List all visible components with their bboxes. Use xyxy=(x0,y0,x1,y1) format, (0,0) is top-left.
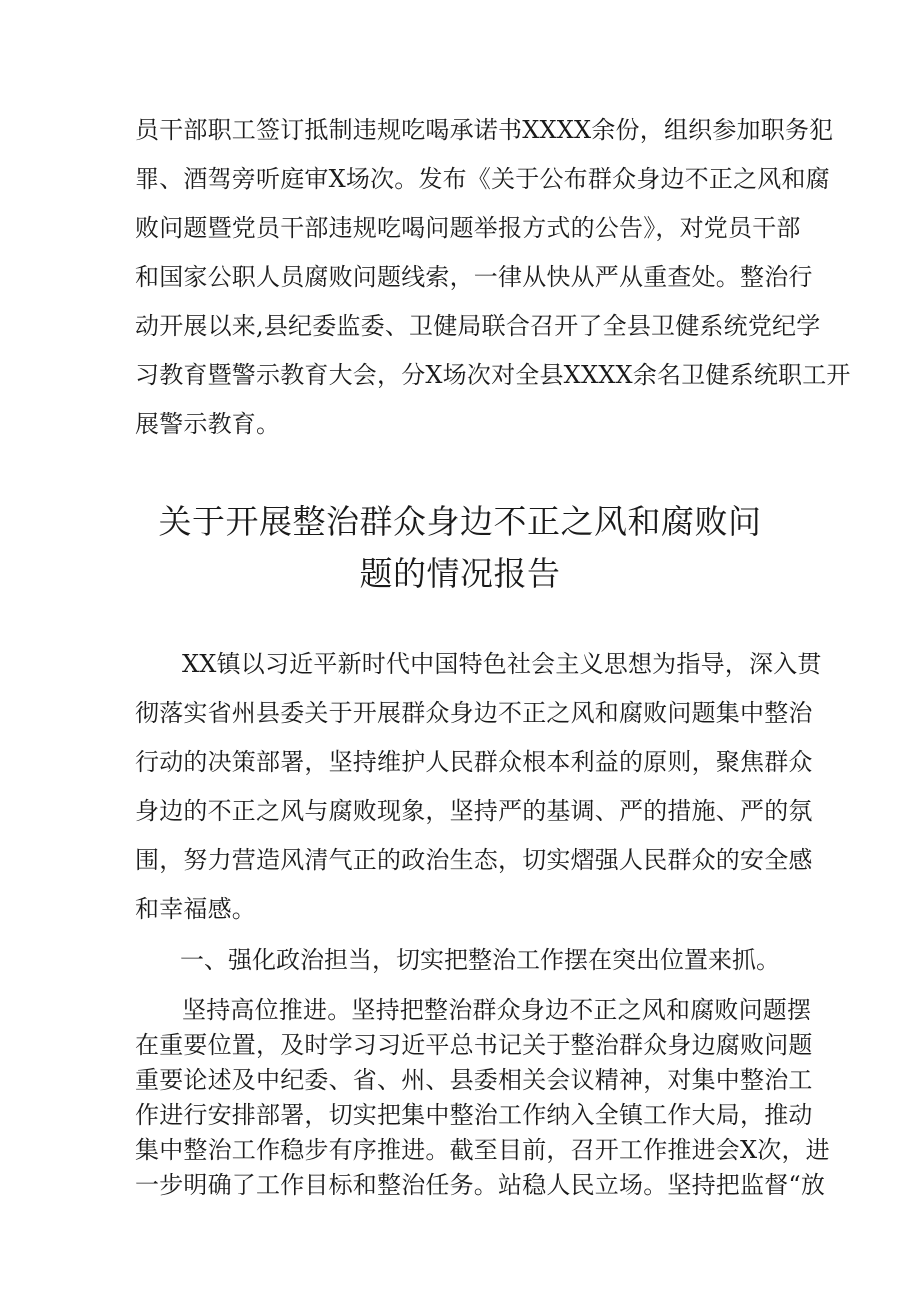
title-line: 关于开展整治群众身边不正之风和腐败问 xyxy=(158,502,762,541)
paragraph-line: 围，努力营造风清气正的政治生态，切实熠强人民群众的安全感 xyxy=(135,846,813,874)
paragraph-line: 在重要位置，及时学习习近平总书记关于整治群众身边腐败问题 xyxy=(135,1031,813,1059)
paragraph-line: 一步明确了工作目标和整治任务。站稳人民立场。坚持把监督“放 xyxy=(135,1171,826,1199)
paragraph-line: 重要论述及中纪委、省、州、县委相关会议精神，对集中整治工 xyxy=(135,1066,813,1094)
paragraph-line: 身边的不正之风与腐败现象，坚持严的基调、严的措施、严的氛 xyxy=(135,797,813,825)
section-heading: 一、强化政治担当，切实把整治工作摆在突出位置来抓。 xyxy=(180,946,780,974)
paragraph-line: 员干部职工签订抵制违规吃喝承诺书XXXX余份，组织参加职务犯 xyxy=(135,116,834,144)
paragraph-line: 习教育暨警示教育大会，分X场次对全县XXXX余名卫健系统职工开 xyxy=(135,361,851,389)
paragraph-line: 罪、酒驾旁听庭审X场次。发布《关于公布群众身边不正之风和腐 xyxy=(135,165,830,193)
paragraph-line: XX镇以习近平新时代中国特色社会主义思想为指导，深入贯 xyxy=(182,650,822,678)
paragraph-line: 动开展以来,县纪委监委、卫健局联合召开了全县卫健系统党纪学 xyxy=(135,312,821,340)
paragraph-line: 彻落实省州县委关于开展群众身边不正之风和腐败问题集中整治 xyxy=(135,699,813,727)
paragraph-line: 行动的决策部署，坚持维护人民群众根本利益的原则，聚焦群众 xyxy=(135,748,813,776)
paragraph-line: 坚持高位推进。坚持把整治群众身边不正之风和腐败问题摆 xyxy=(182,996,812,1024)
paragraph-line: 和幸福感。 xyxy=(135,895,256,923)
paragraph-line: 和国家公职人员腐败问题线索，一律从快从严从重查处。整治行 xyxy=(135,263,813,291)
paragraph-line: 败问题暨党员干部违规吃喝问题举报方式的公告》，对党员干部 xyxy=(135,214,801,242)
paragraph-line: 展警示教育。 xyxy=(135,410,281,438)
paragraph-line: 作进行安排部署，切实把集中整治工作纳入全镇工作大局，推动 xyxy=(135,1101,813,1129)
title-line: 题的情况报告 xyxy=(359,554,561,593)
paragraph-line: 集中整治工作稳步有序推进。截至目前，召开工作推进会X次，进 xyxy=(135,1136,830,1164)
